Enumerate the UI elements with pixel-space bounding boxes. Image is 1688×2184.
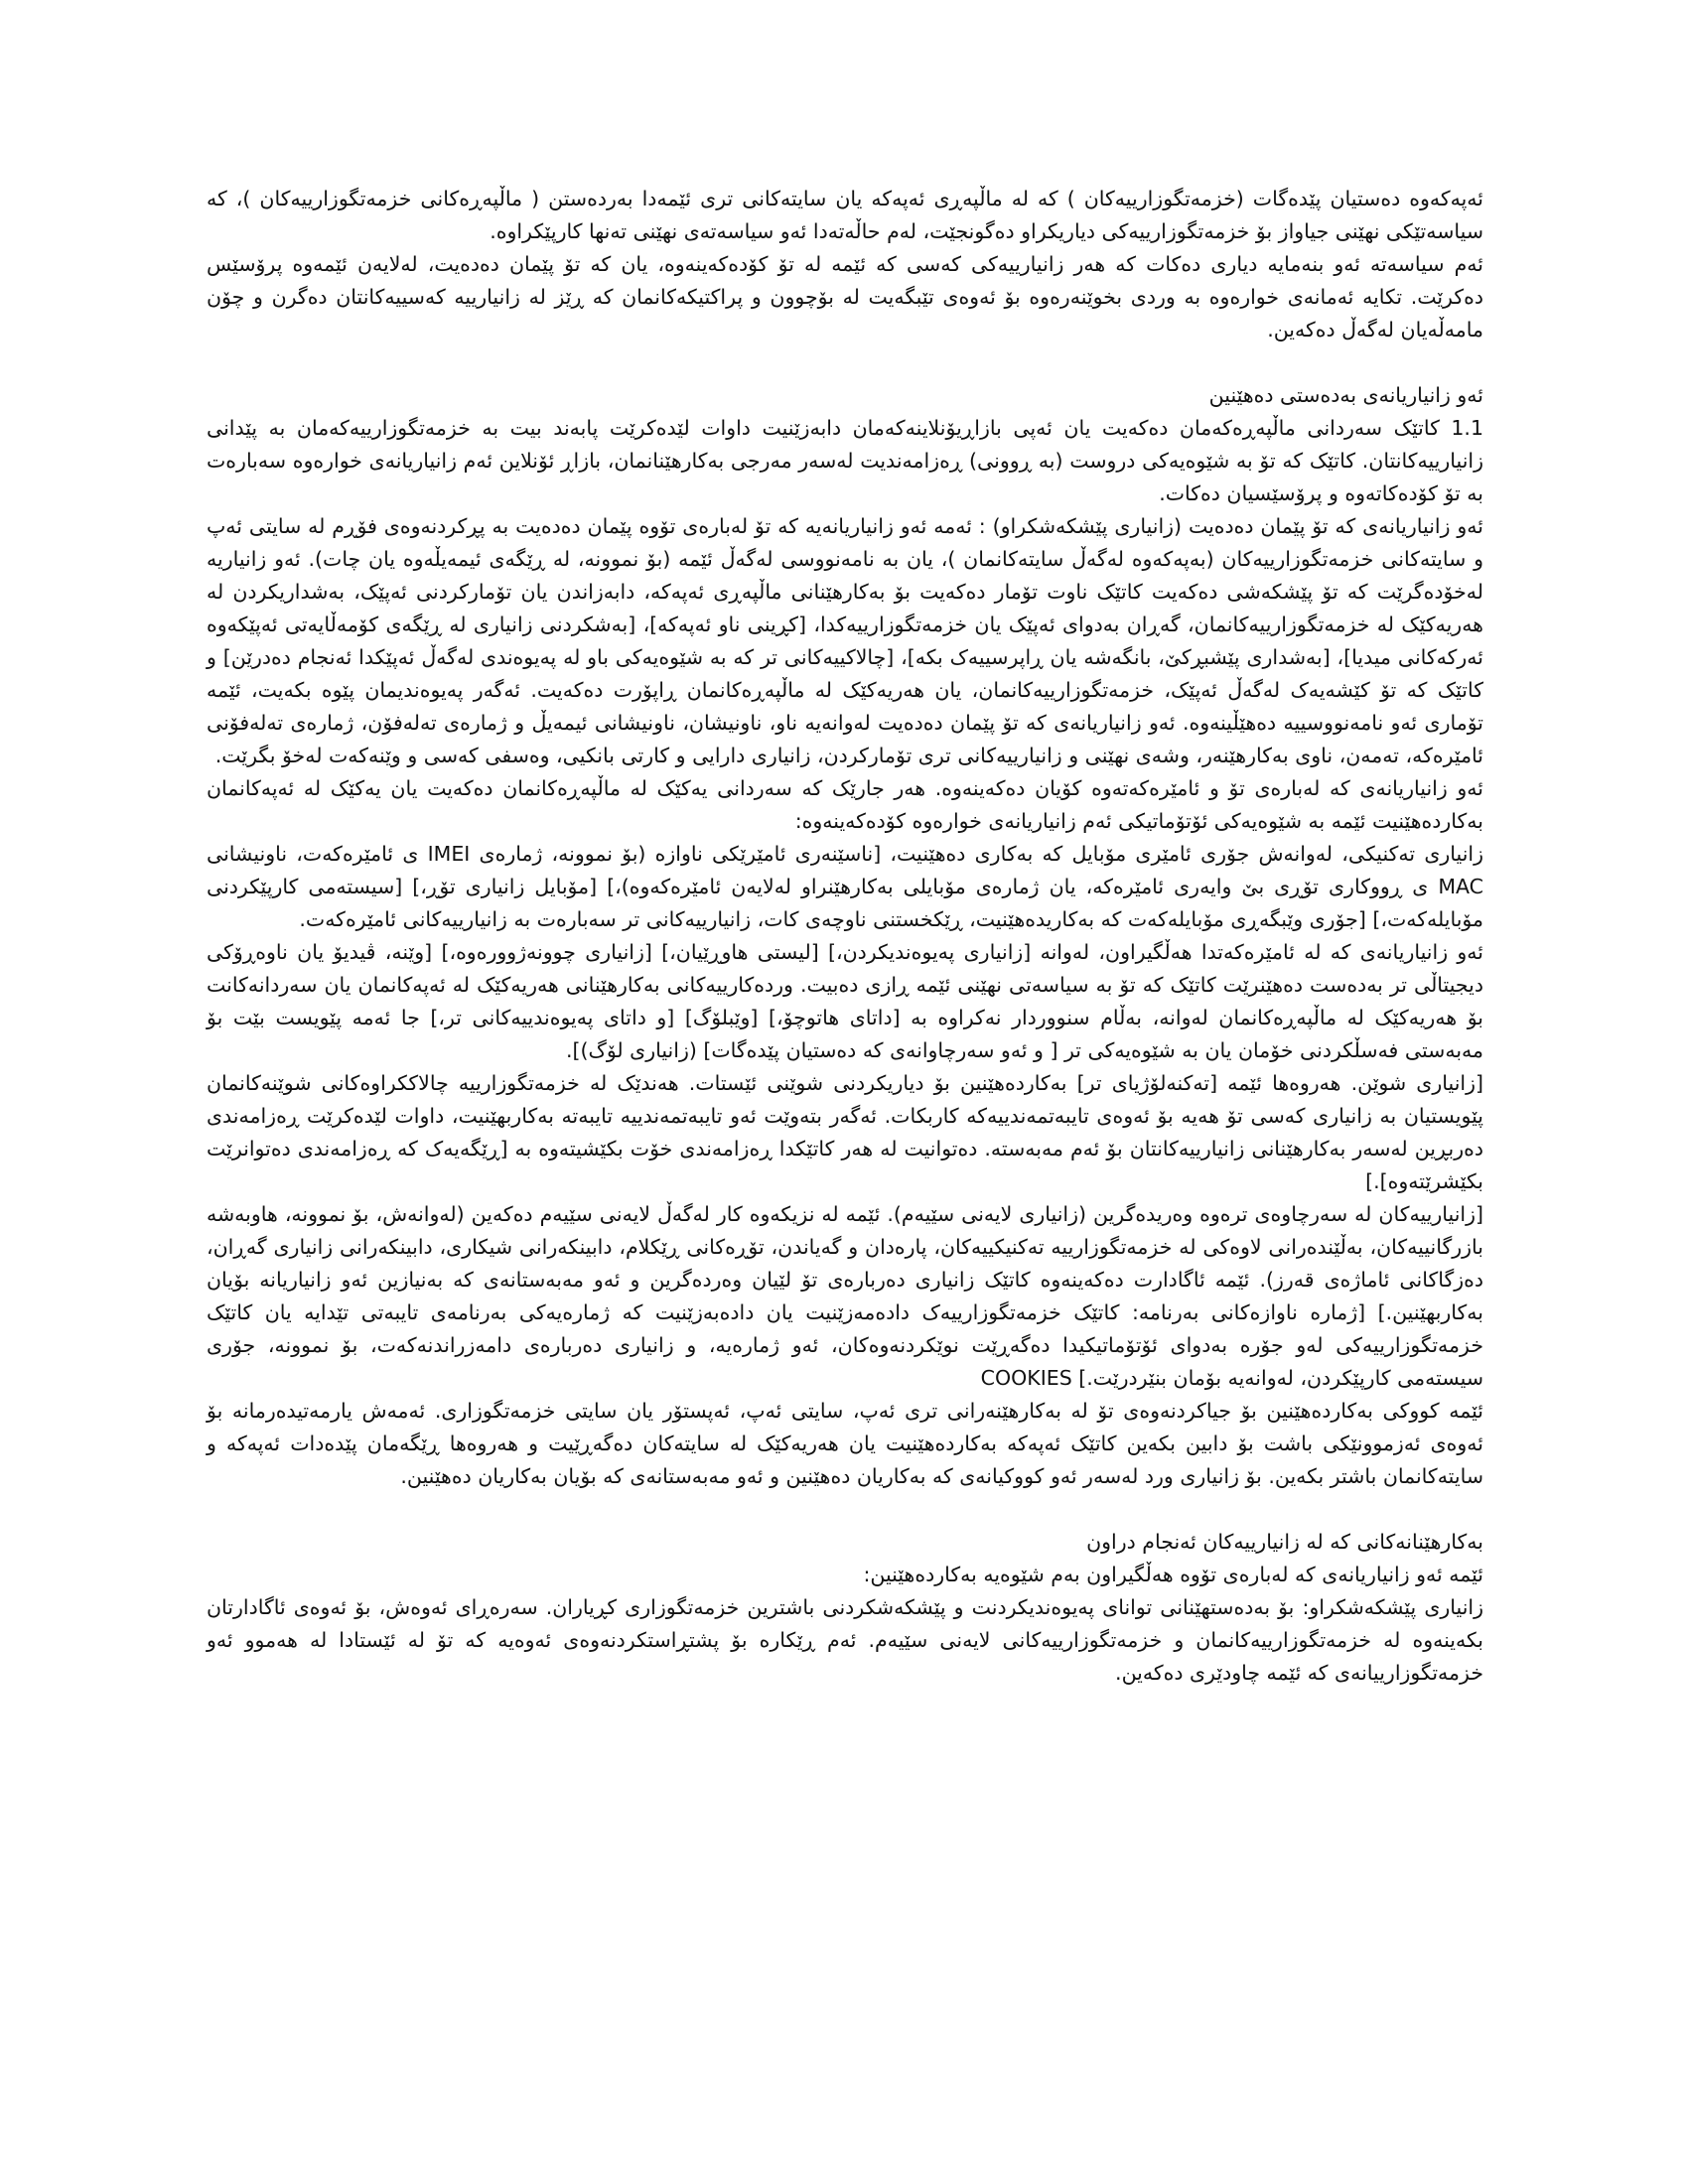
section1-paragraph-2: ئەو زانیاریانەی کە تۆ پێمان دەدەیت (زانیاری پێشکەشکراو) : ئەمە ئەو زانیاریانەیە کە تۆ لەبارەی تۆوە پێمان دەدەیت بە پڕکردنەوەی فۆڕم لە سایتی ئەپ و سایتەکانی خزمەتگوزارییەکان (بەپەکەوە لەگەڵ سایتەکانمان )، یان بە نامەنووسی لەگەڵ ئێمە (بۆ نموونە، لە ڕێگەی ئیمەیڵەوە یان چات). ئەو زانیاریە لەخۆدەگرێت کە تۆ پێشکەشی دەکەیت کاتێک ناوت تۆمار دەکەیت بۆ بەکارهێنانی ماڵپەڕی ئەپەکە، دابەزاندن یان تۆمارکردنی ئەپێک، بەشداریکردن لە هەریەکێک لە خزمەتگوزارییەکانمان، گەڕان بەدوای ئەپێک یان خزمەتگوزارییەکدا، [کڕینی ناو ئەپەکە]، [بەشکردنی زانیاری لە ڕێگەی کۆمەڵایەتی ئەپێکەوە ئەرکەکانی میدیا]، [بەشداری پێشبڕکێ، بانگەشە یان ڕاپرسییەک بکە]، [چالاکییەکانی تر کە بە شێوەیەکی باو لە پەیوەندی لەگەڵ ئەپێکدا ئەنجام دەدرێن] و کاتێک کە تۆ کێشەیەک لەگەڵ ئەپێک، خزمەتگوزارییەکانمان، یان هەریەکێک لە ماڵپەڕەکانمان ڕاپۆرت دەکەیت. ئەگەر پەیوەندیمان پێوە بکەیت، ئێمە تۆماری ئەو نامەنووسییە دەهێڵینەوە. ئەو زانیاریانەی کە تۆ پێمان دەدەیت لەوانەیە ناو، ناونیشان، ناونیشانی ئیمەیڵ و ژمارەی تەلەفۆن، ژمارەی تەلەفۆنی ئامێرەکە، تەمەن، ناوی بەکارهێنەر، وشەی نهێنی و زانیارییەکانی تری تۆمارکردن، زانیاری دارایی و کارتی بانکیی، وەسفی کەسی و وێنەکەت لەخۆ بگرێت. — [207, 514, 1483, 767]
privacy-policy-page — [207, 183, 1483, 1690]
intro-paragraph-2: ئەم سیاسەتە ئەو بنەمایە دیاری دەکات کە هەر زانیارییەکی کەسی کە ئێمە لە تۆ کۆدەکەینەوە، یان کە تۆ پێمان دەدەیت، لەلایەن ئێمەوە پرۆسێس دەکرێت. تکایە ئەمانەی خوارەوە بە وردی بخوێنەرەوە بۆ ئەوەی تێبگەیت لە بۆچوون و پراکتیکەکانمان کە ڕێز لە زانیارییە کەسییەکانتان دەگرن و چۆن مامەڵەیان لەگەڵ دەکەین. — [207, 252, 1483, 341]
section-spacer — [207, 1493, 1483, 1526]
section1-paragraph-6: [زانیاری شوێن. هەروەها ئێمە [تەکنەلۆژیای تر] بەکاردەهێنین بۆ دیاریکردنی شوێنی ئێستات. هەندێک لە خزمەتگوزارییە چالاککراوەکانی شوێنەکانمان پێویستیان بە زانیاری کەسی تۆ هەیە بۆ ئەوەی تایبەتمەندییەکە کاربکات. ئەگەر بتەوێت ئەو تایبەتمەندییە تایبەتە بەکاربهێنیت، داوات لێدەکرێت ڕەزامەندی دەربڕین لەسەر بەکارهێنانی زانیارییەکانتان بۆ ئەم مەبەستە. دەتوانیت لە هەر کاتێکدا ڕەزامەندی خۆت بکێشیتەوە بە [ڕێگەیەک کە ڕەزامەندی دەتوانرێت بکێشرێتەوە].] — [207, 1071, 1483, 1193]
intro-paragraph-1: ئەپەکەوە دەستیان پێدەگات (خزمەتگوزارییەکان ) کە لە ماڵپەڕی ئەپەکە یان سایتەکانی تری ئێمەدا بەردەستن ( ماڵپەڕەکانی خزمەتگوزارییەکان )، کە سیاسەتێکی نهێنی جیاواز بۆ خزمەتگوزارییەکی دیاریکراو دەگونجێت، لەم حاڵەتەدا ئەو سیاسەتەی نهێنی تەنها کارپێکراوە. — [207, 187, 1483, 243]
section-spacer — [207, 346, 1483, 379]
section2-paragraph-1: ئێمە ئەو زانیاریانەی کە لەبارەی تۆوە هەڵگیراون بەم شێوەیە بەکاردەهێنین: — [863, 1563, 1483, 1586]
section2-paragraph-2: زانیاری پێشکەشکراو: بۆ بەدەستهێنانی توانای پەیوەندیکردنت و پێشکەشکردنی باشترین خزمەتگوزاری کڕیاران. سەرەڕای ئەوەش، بۆ ئەوەی ئاگادارتان بکەینەوە لە خزمەتگوزارییەکانمان و خزمەتگوزارییەکانی لایەنی سێیەم. ئەم ڕێکارە بۆ پشتڕاستکردنەوەی ئەوەیە کە تۆ لە ئێستادا لە هەموو ئەو خزمەتگوزارییانەی کە ئێمە چاودێری دەکەین. — [207, 1595, 1483, 1685]
section-heading-uses-of-info: بەکارهێنانەکانی کە لە زانیارییەکان ئەنجام دراون — [1086, 1530, 1483, 1554]
section1-paragraph-4: زانیاری تەکنیکی، لەوانەش جۆری ئامێری مۆبایل کە بەکاری دەهێنیت، [ناسێنەری ئامێرێکی ناوازە (بۆ نموونە، ژمارەی IMEI ی ئامێرەکەت، ناونیشانی MAC ی ڕووکاری تۆڕی بێ وایەری ئامێرەکە، یان ژمارەی مۆبایلی بەکارهێنراو لەلایەن ئامێرەکەوە)،] [مۆبایل زانیاری تۆڕ،] [سیستەمی کارپێکردنی مۆبایلەکەت،] [جۆری وێبگەڕی مۆبایلەکەت کە بەکاریدەهێنیت، ڕێکخستنی ناوچەی کات، زانیارییەکانی تر سەبارەت بە زانیارییەکانی ئامێرەکەت. — [207, 842, 1484, 931]
section1-paragraph-7: [زانیارییەکان لە سەرچاوەی ترەوە وەریدەگرین (زانیاری لایەنی سێیەم). ئێمە لە نزیکەوە کار لەگەڵ لایەنی سێیەم دەکەین (لەوانەش، بۆ نموونە، هاوبەشە بازرگانییەکان، بەڵێندەرانی لاوەکی لە خزمەتگوزارییە تەکنیکییەکان، پارەدان و گەیاندن، تۆڕەکانی ڕێکلام، دابینکەرانی شیکاری، دابینکەرانی زانیاری گەڕان، دەزگاکانی ئاماژەی قەرز). ئێمە ئاگادارت دەکەینەوە کاتێک زانیاری دەربارەی تۆ لێیان وەردەگرین و ئەو مەبەستانەی کە بەنیازین ئەو زانیاریانە بۆیان بەکاربهێنین.] [ژمارە ناوازەکانی بەرنامە: کاتێک خزمەتگوزارییەک دادەمەزێنیت یان دادەبەزێنیت کە ژمارەیەکی بەرنامەی تایبەتی تێدایە یان کاتێک خزمەتگوزارییەکی لەو جۆرە بەدوای ئۆتۆماتیکیدا دەگەڕێت نوێکردنەوەکان، ئەو ژمارەیە، و زانیاری دەربارەی دامەزراندنەکەت، بۆ نموونە، جۆری سیستەمی کارپێکردن، لەوانەیە بۆمان بنێردرێت.] COOKIES — [207, 1202, 1483, 1390]
section-heading-collected-info: ئەو زانیاریانەی بەدەستی دەهێنین — [1208, 383, 1483, 407]
section1-paragraph-3: ئەو زانیاریانەی کە لەبارەی تۆ و ئامێرەکەتەوە کۆیان دەکەینەوە. هەر جارێک کە سەردانی یەکێک لە ماڵپەڕەکانمان دەکەیت یان یەکێک لە ئەپەکانمان بەکاردەهێنیت ئێمە بە شێوەیەکی ئۆتۆماتیکی ئەم زانیاریانەی خوارەوە کۆدەکەینەوە: — [207, 776, 1483, 833]
section1-paragraph-8: ئێمە کووکی بەکاردەهێنین بۆ جیاکردنەوەی تۆ لە بەکارهێنەرانی تری ئەپ، سایتی ئەپ، ئەپستۆر یان سایتی خزمەتگوزاری. ئەمەش یارمەتیدەرمانە بۆ ئەوەی ئەزموونێکی باشت بۆ دابین بکەین کاتێک ئەپەکە بەکاردەهێنیت یان هەریەکێک لە سایتەکان دەگەڕێیت و هەروەها ڕێگەمان پێدەدات ئەپەکە و سایتەکانمان باشتر بکەین. بۆ زانیاری ورد لەسەر ئەو کووکیانەی کە بەکاریان دەهێنین و ئەو مەبەستانەی کە بۆیان بەکاریان دەهێنین. — [207, 1399, 1483, 1488]
section1-paragraph-5: ئەو زانیاریانەی کە لە ئامێرەکەتدا هەڵگیراون، لەوانە [زانیاری پەیوەندیکردن،] [لیستی هاوڕێیان،] [زانیاری چوونەژوورەوە،] [وێنە، ڤیدیۆ یان ناوەڕۆکی دیجیتاڵی تر بەدەست دەهێنرێت کاتێک کە تۆ بە سیاسەتی نهێنی ئێمە ڕازی دەبیت. وردەکارییەکانی بەکارهێنانی هەریەکێک لە ئەپەکانمان یان سەردانەکانت بۆ هەریەکێک لە ماڵپەڕەکانمان لەوانە، بەڵام سنووردار نەکراوە بە [داتای هاتوچۆ،] [وێبلۆگ] [و داتای پەیوەندییەکانی تر،] جا ئەمە پێویست بێت بۆ مەبەستی فەسڵکردنی خۆمان یان بە شێوەیەکی تر [ و ئەو سەرچاوانەی کە دەستیان پێدەگات] (زانیاری لۆگ)]. — [207, 940, 1483, 1062]
section1-paragraph-1: 1.1 کاتێک سەردانی ماڵپەڕەکەمان دەکەیت یان ئەپی بازاڕیۆنلاینەکەمان دابەزێنیت داوات لێدەکرێت پابەند بیت بە خزمەتگوزارییەکەمان بە پێدانی زانیارییەکانتان. کاتێک کە تۆ بە شێوەیەکی دروست (بە ڕوونی) ڕەزامەندیت لەسەر مەرجی بەکارهێنانمان، بازاڕ ئۆنلاین ئەم زانیاریانەی خوارەوە سەبارەت بە تۆ کۆدەکاتەوە و پرۆسێسیان دەکات. — [207, 416, 1483, 505]
